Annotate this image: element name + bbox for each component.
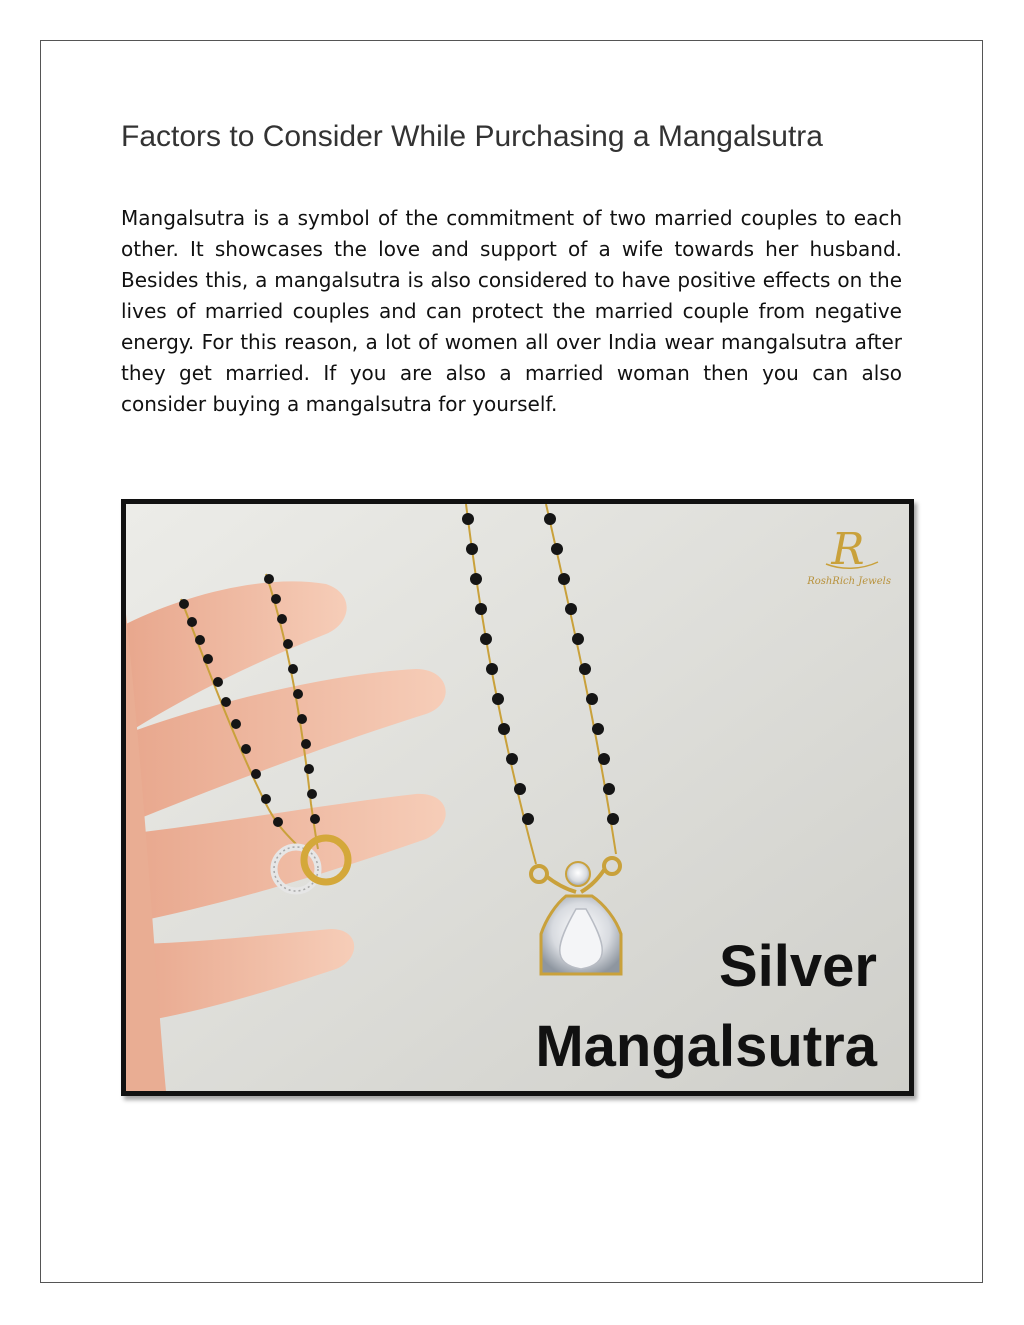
page-title: Factors to Consider While Purchasing a Mangalsutra — [121, 120, 823, 153]
brand-name: RoshRich Jewels — [807, 576, 891, 587]
svg-text:R: R — [831, 524, 865, 575]
image-caption-line2: Mangalsutra — [535, 1014, 877, 1079]
body-paragraph: Mangalsutra is a symbol of the commitment of two married couples to each other. It showcases the love and support of a wife towards her husband. Besides this, a mangalsutra is also considered to have positive effects on the lives of married couples and can protect the married couple from negative energy. For this reason, a lot of women all over India wear mangalsutra after they get married. If you are also a married woman then you can also consider buying a mangalsutra for yourself. — [121, 206, 902, 416]
image-caption-line1: Silver — [719, 934, 877, 999]
product-photo-illustration — [126, 504, 909, 1091]
product-image — [121, 499, 914, 1096]
